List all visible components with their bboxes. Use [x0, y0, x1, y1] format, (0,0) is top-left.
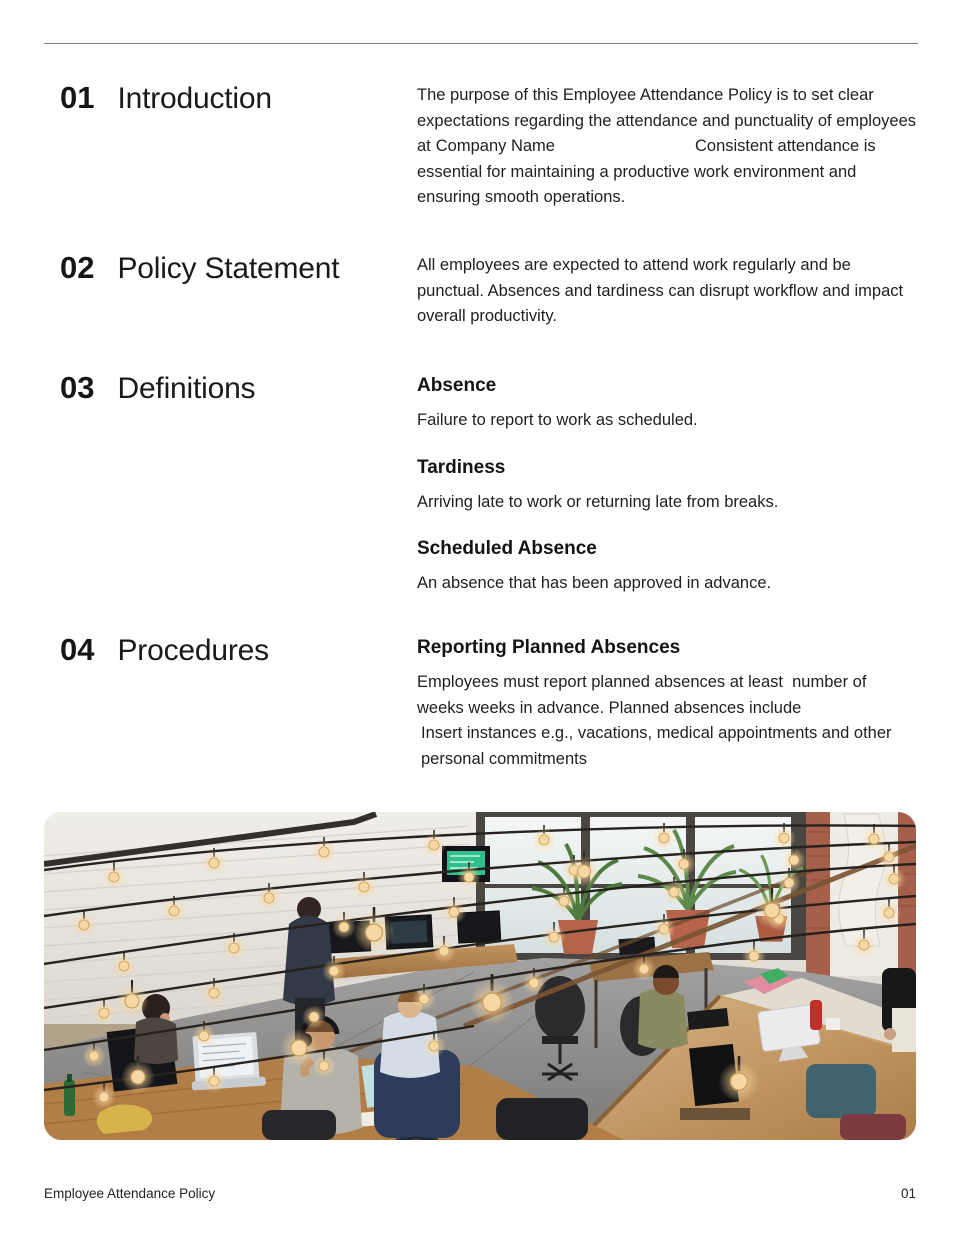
- section-body: [417, 370, 916, 597]
- header-rule: [44, 43, 918, 44]
- section-number: 02: [60, 250, 95, 285]
- intro-text-before: The purpose of this Employee Attendance Policy is to set clear expectations regarding the attendance and punctuality of employees at: [417, 86, 917, 155]
- office-photo: [44, 812, 916, 1140]
- footer-document-title: Employee Attendance Policy: [44, 1186, 216, 1201]
- section-body: [417, 250, 916, 330]
- section-body: [417, 632, 916, 772]
- definition-text: Failure to report to work as scheduled.: [417, 411, 698, 429]
- section-title: Introduction: [117, 82, 272, 115]
- section-number: 01: [60, 80, 95, 115]
- section-title: Procedures: [117, 634, 269, 667]
- procedures-subheading: Reporting Planned Absences: [417, 637, 681, 658]
- placeholder-gap: [555, 150, 695, 151]
- procedures-paragraph: [417, 670, 916, 772]
- definition-text: Arriving late to work or returning late from breaks.: [417, 492, 779, 511]
- section-heading: [44, 632, 417, 669]
- section-title: Definitions: [117, 372, 256, 405]
- definition-item: [417, 536, 916, 597]
- definition-item: [417, 455, 916, 516]
- company-name-placeholder: Company Name: [435, 137, 555, 155]
- definition-term: Scheduled Absence: [417, 538, 597, 559]
- intro-paragraph: [417, 83, 916, 211]
- section-number: 04: [60, 632, 95, 667]
- definition-item: [417, 373, 916, 434]
- definition-term: Tardiness: [417, 456, 506, 478]
- section-number: 03: [60, 370, 95, 405]
- section-policy-statement: [44, 250, 916, 330]
- section-heading: [44, 370, 417, 407]
- intro-text-after: Consistent attendance is essential for maintaining a productive work environment and ensuring smooth operations.: [417, 137, 876, 206]
- procedures-line2: Insert instances e.g., vacations, medical appointments and other personal commitments: [421, 724, 892, 768]
- policy-paragraph: All employees are expected to attend work regularly and be punctual. Absences and tardiness can disrupt workflow and impact overall productivity.: [417, 256, 904, 325]
- definition-text: An absence that has been approved in advance.: [417, 574, 772, 592]
- definition-term: Absence: [417, 375, 497, 396]
- section-definitions: [44, 370, 916, 597]
- section-introduction: [44, 80, 916, 211]
- section-body: [417, 80, 916, 211]
- office-photo-illustration: [44, 812, 916, 1140]
- procedures-line1: Employees must report planned absences at least number of weeks weeks in advance. Planned absences include: [417, 673, 867, 717]
- section-heading: [44, 250, 417, 287]
- section-procedures: [44, 632, 916, 772]
- footer-page-number: 01: [900, 1186, 916, 1201]
- section-title: Policy Statement: [117, 252, 340, 285]
- section-heading: [44, 80, 417, 117]
